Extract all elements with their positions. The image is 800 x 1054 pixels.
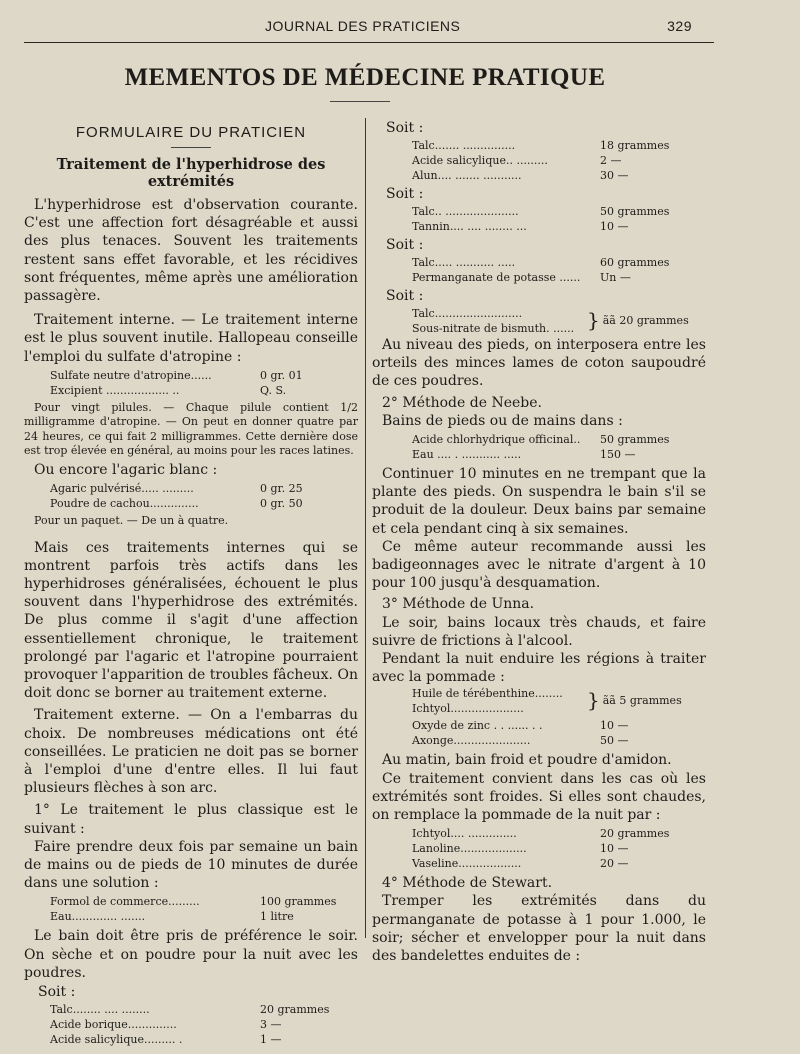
prescription-row: Tannin.... .... ........ ... 10 — (412, 220, 629, 233)
prescription-brace (372, 686, 706, 716)
prescription-row: Oxyde de zinc . . ...... . . 10 — (412, 719, 629, 733)
prescription-row: Formol de commerce......... 100 grammes (50, 895, 337, 909)
article-title: Traitement de l'hyperhidrose des extrémités (56, 156, 326, 190)
paragraph: 1° Le traitement le plus classique est le suivant : (24, 802, 358, 837)
section-title: FORMULAIRE DU PRATICIEN (75, 124, 307, 141)
masthead-underline (330, 101, 390, 102)
prescription-row: Poudre de cachou.............. 0 gr. 50 (50, 497, 303, 511)
prescription-item: Ichtyol..................... (412, 702, 524, 716)
prescription (372, 138, 706, 183)
prescription-row: Lanoline................... 10 — (412, 842, 629, 856)
prescription-row: Axonge...................... 50 — (412, 734, 629, 748)
paragraph: L'hyperhidrose est d'observation courante. C'est une affection fort désagréable et aussi des plus tenaces. Souvent les traitements restent sans effet favorable, et les récidives sont fréquentes, même après une amélioration passagère. (24, 197, 358, 305)
paragraph: Pendant la nuit enduire les régions à traiter avec la pommade : (372, 651, 706, 686)
prescription (372, 432, 706, 462)
prescription (24, 1002, 358, 1047)
paragraph: Le soir, bains locaux très chauds, et faire suivre de frictions à l'alcool. (372, 614, 706, 649)
header-rule (24, 42, 714, 43)
paragraph: Faire prendre deux fois par semaine un bain de mains ou de pieds de 10 minutes de durée dans une solution : (24, 838, 358, 892)
prescription-amount: ãã 20 grammes (602, 314, 689, 327)
journal-title: JOURNAL DES PRATICIENS (265, 18, 461, 34)
prescription-row: Eau............. ....... 1 litre (50, 910, 294, 924)
prescription (372, 718, 706, 748)
prescription-row: Eau .... . ........... ..... 150 — (412, 448, 636, 462)
paragraph: Au niveau des pieds, on interposera entre les orteils des minces lames de coton saupoudré de ces poudres. (372, 337, 706, 390)
paragraph: Le bain doit être pris de préférence le soir. On sèche et on poudre pour la nuit avec les poudres. (24, 928, 358, 981)
prescription-item: Sous-nitrate de bismuth. ...... (412, 322, 575, 335)
prescription (372, 204, 706, 234)
prescription-row: Vaseline.................. 20 — (412, 857, 629, 871)
paragraph: Tremper les extrémités dans du permanganate de potasse à 1 pour 1.000, le soir; sécher et envelopper pour la nuit dans des bandelettes enduites de : (372, 893, 706, 965)
paragraph: Continuer 10 minutes en ne trempant que la plante des pieds. On suspendra le bain s'il se produit de la douleur. Deux bains par semaine et cela pendant cinq à six semaines. (372, 466, 706, 537)
brace-glyph: } (587, 688, 600, 713)
paragraph: Ou encore l'agaric blanc : (34, 461, 218, 478)
prescription-row: Acide borique.............. 3 — (50, 1018, 282, 1031)
prescription-row: Acide chlorhydrique officinal.. 50 grammes (412, 433, 670, 447)
prescription-amount: ãã 5 grammes (602, 694, 682, 708)
paragraph: Mais ces traitements internes qui se montrent parfois très actifs dans les hyperhidroses généralisées, échouent le plus souvent dans l'hyperhidrose des extrémités. De plus comme il s'agit d'une affection essentiellement chronique, le traitement prolongé par l'agaric et l'atropine pourraient provoquer l'apparition de troubles fâcheux. On doit donc se borner au traitement externe. (24, 539, 358, 702)
prescription-row: Acide salicylique......... . 1 — (50, 1033, 282, 1046)
prescription (372, 826, 706, 871)
page-number: 329 (667, 18, 692, 34)
note: Pour vingt pilules. — Chaque pilule contient 1/2 milligramme d'atropine. — On peut en donner quatre par 24 heures, ce qui fait 2 milligrammes. Cette dernière dose est trop élevée en général, au moins pour les races latines. (24, 400, 358, 458)
paragraph: Au matin, bain froid et poudre d'amidon. (382, 752, 672, 769)
soit-label: Soit : (386, 186, 424, 202)
paragraph: Traitement externe. — On a l'embarras du choix. De nombreuses médications ont été conseillées. Le praticien ne doit pas se borner à l'emploi d'une d'entre elles. Il lui faut plusieurs flèches à son arc. (24, 707, 358, 797)
prescription-item: Talc......................... (412, 307, 523, 320)
method-heading: 4° Méthode de Stewart. (382, 875, 553, 892)
section-rule (171, 147, 211, 148)
prescription-row: Talc....... ............... 18 grammes (412, 139, 670, 152)
soit-label: Soit : (386, 120, 424, 136)
running-header (0, 18, 800, 40)
prescription-brace (372, 306, 706, 336)
soit-label: Soit : (38, 984, 76, 1000)
prescription-row: Alun.... ....... ........... 30 — (412, 169, 629, 182)
prescription-row: Excipient .................. .. Q. S. (50, 383, 287, 397)
prescription-item: Huile de térébenthine........ (412, 687, 563, 701)
prescription-row: Sulfate neutre d'atropine...... 0 gr. 01 (50, 368, 303, 382)
prescription-row: Acide salicylique.. ......... 2 — (412, 154, 622, 167)
column-divider (365, 118, 366, 938)
left-column (24, 118, 358, 1050)
prescription-row: Talc.. ..................... 50 grammes (412, 205, 670, 218)
prescription-row: Talc........ .... ........ 20 grammes (50, 1003, 330, 1016)
prescription (24, 368, 358, 398)
prescription-row: Ichtyol.... .............. 20 grammes (412, 827, 670, 841)
method-heading: 2° Méthode de Neebe. (382, 394, 542, 411)
masthead-title: MEMENTOS DE MÉDECINE PRATIQUE (124, 64, 606, 91)
brace-glyph: } (587, 308, 600, 332)
prescription-row: Agaric pulvérisé..... ......... 0 gr. 25 (50, 482, 303, 496)
prescription (24, 894, 358, 924)
prescription (24, 481, 358, 511)
note: Pour un paquet. — De un à quatre. (34, 514, 229, 528)
paragraph: Traitement interne. — Le traitement interne est le plus souvent inutile. Hallopeau conseille l'emploi du sulfate d'atropine : (24, 312, 358, 365)
paragraph: Ce traitement convient dans les cas où les extrémités sont froides. Si elles sont chaudes, on remplace la pommade de la nuit par : (372, 770, 706, 824)
right-column (372, 118, 706, 965)
prescription (372, 255, 706, 285)
prescription-row: Permanganate de potasse ...... Un — (412, 271, 631, 284)
method-heading: 3° Méthode de Unna. (382, 596, 535, 613)
prescription-row: Talc..... ........... ..... 60 grammes (412, 256, 670, 269)
soit-label: Soit : (386, 288, 424, 304)
paragraph: Ce même auteur recommande aussi les badigeonnages avec le nitrate d'argent à 10 pour 100 jusqu'à desquamation. (372, 538, 706, 592)
paragraph: Bains de pieds ou de mains dans : (382, 412, 623, 429)
soit-label: Soit : (386, 237, 424, 253)
